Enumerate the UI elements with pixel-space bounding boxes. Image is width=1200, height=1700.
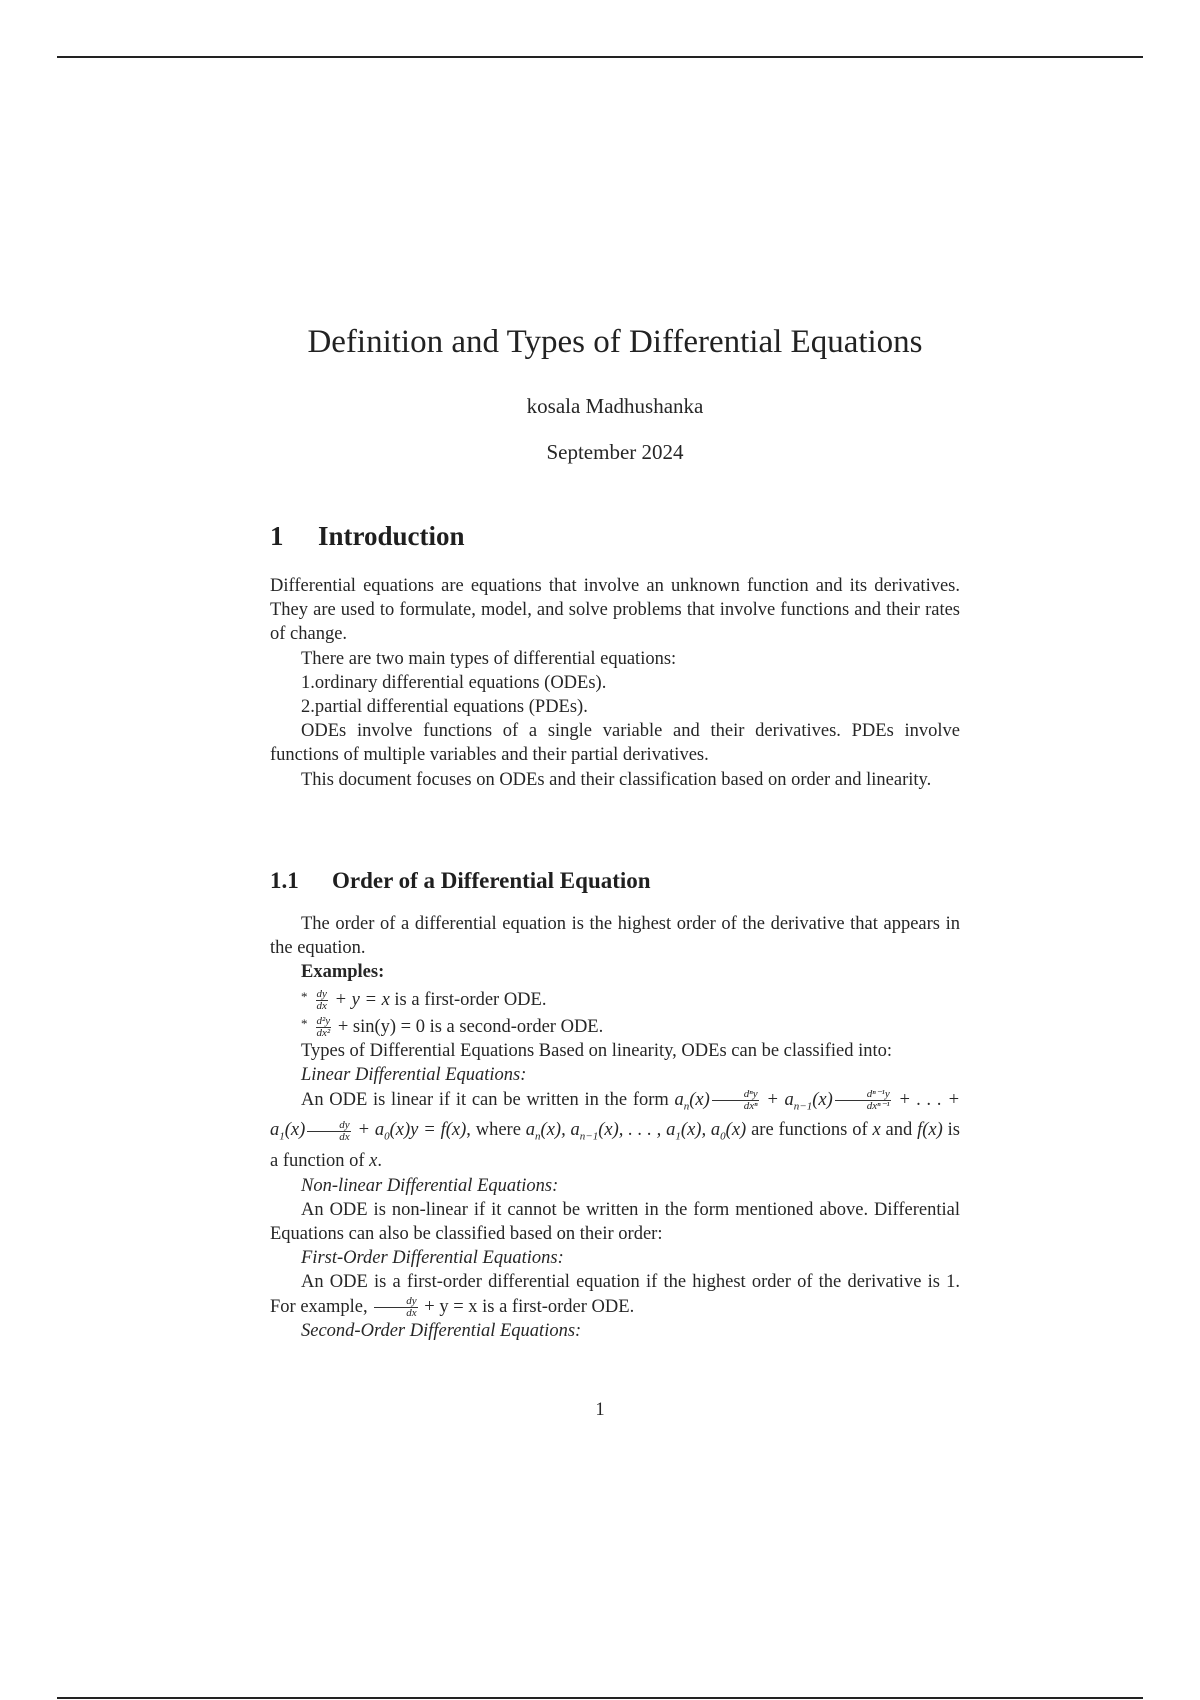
bullet-star-icon: * bbox=[301, 1015, 308, 1031]
second-order-label: Second-Order Differential Equations: bbox=[301, 1320, 582, 1341]
bullet-star-icon: * bbox=[301, 988, 308, 1004]
equation-text: + y = x bbox=[334, 989, 390, 1010]
fraction: $\frac{dy}{dx}$ bbox=[316, 987, 327, 1012]
subsection-number: 1.1 bbox=[270, 868, 299, 893]
fraction: $\frac{dy}{dx}$ bbox=[374, 1296, 417, 1319]
paragraph: The order of a differential equation is the highest order of the derivative that appears in the equation. bbox=[270, 914, 960, 959]
list-item: 2.partial differential equations (PDEs). bbox=[301, 697, 588, 718]
document-author: kosala Madhushanka bbox=[526, 394, 704, 418]
paragraph: Types of Differential Equations Based on linearity, ODEs can be classified into: bbox=[301, 1041, 893, 1062]
examples-label: Examples: bbox=[301, 962, 385, 983]
document-title: Definition and Types of Differential Equations bbox=[307, 324, 923, 360]
paragraph: ODEs involve functions of a single variable and their derivatives. PDEs involve functions of multiple variables and their partial derivatives. bbox=[270, 721, 960, 766]
document-date: September 2024 bbox=[546, 440, 684, 464]
paragraph: Differential equations are equations that involve an unknown function and its derivatives. They are used to formulate, model, and solve problems that involve functions and their rates of change. bbox=[270, 576, 960, 645]
first-order-label: First-Order Differential Equations: bbox=[301, 1248, 564, 1269]
example-text: is a first-order ODE. bbox=[394, 989, 547, 1010]
paragraph: There are two main types of differential equations: bbox=[301, 648, 677, 669]
section-title: Introduction bbox=[318, 521, 465, 551]
nonlinear-label: Non-linear Differential Equations: bbox=[301, 1175, 559, 1196]
fraction: $\frac{\text{d²y}}{\text{dx²}}$ bbox=[316, 1015, 331, 1040]
paragraph: This document focuses on ODEs and their classification based on order and linearity. bbox=[301, 769, 932, 790]
order-section-body bbox=[270, 912, 960, 1343]
subsection-title: Order of a Differential Equation bbox=[332, 868, 651, 893]
equation-text: + sin(y) = 0 bbox=[337, 1016, 425, 1037]
linear-label: Linear Differential Equations: bbox=[301, 1065, 527, 1086]
section-heading-introduction bbox=[270, 521, 465, 552]
example-item bbox=[270, 1012, 960, 1039]
first-order-paragraph: An ODE is a first-order differential equation if the highest order of the derivative is 1. For example, $\frac{dy}{dx}$ + y = x is a first-order ODE. bbox=[270, 1272, 960, 1319]
section-number: 1 bbox=[270, 521, 284, 551]
subsection-heading-order bbox=[270, 868, 651, 894]
example-text: is a second-order ODE. bbox=[429, 1016, 604, 1037]
bottom-rule bbox=[57, 1697, 1143, 1699]
page-number: 1 bbox=[595, 1400, 605, 1420]
paragraph: An ODE is non-linear if it cannot be written in the form mentioned above. Differential Equations can also be classified based on their order: bbox=[270, 1199, 960, 1244]
example-item bbox=[270, 985, 960, 1012]
top-rule bbox=[57, 56, 1143, 58]
list-item: 1.ordinary differential equations (ODEs). bbox=[301, 672, 607, 693]
introduction-body bbox=[270, 574, 960, 792]
linear-paragraph: An ODE is linear if it can be written in the form $a_n(x)$ $\frac{\text{dⁿy}}{\text{dxⁿ}}$ + $a_{n-1}(x)$ $\frac{\text{dⁿ⁻¹y}}{\text{dxⁿ⁻¹}}$ + . . . + $a_1(x)$ $\frac{dy}{dx}$ + $a_0(x)y = f(x)$, where $a_n(x)$, $a_{n-1}(x)$, . . . , $a_1(x)$, $a_0(x)$ are functions of x and f(x) is a function of x. bbox=[270, 1087, 961, 1172]
